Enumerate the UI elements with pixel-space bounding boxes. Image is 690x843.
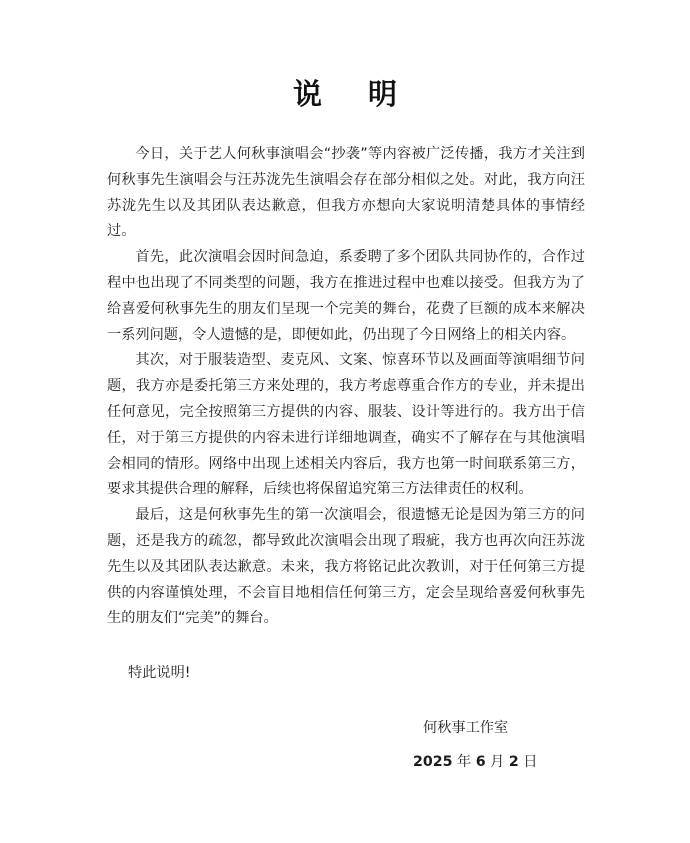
paragraph-first: 首先，此次演唱会因时间急迫，系委聘了多个团队共同协作的，合作过程中也出现了不同类型的问题，我方在推进过程中也难以接受。但我方为了给喜爱何秋事先生的朋友们呈现一个完美的舞台，花费了巨额的成本来解决一系列问题，令人遗憾的是，即便如此，仍出现了今日网络上的相关内容。 xyxy=(107,249,585,343)
paragraph-intro: 今日，关于艺人何秋事演唱会“抄袭”等内容被广泛传播，我方才关注到何秋事先生演唱会与汪苏泷先生演唱会存在部分相似之处。对此，我方向汪苏泷先生以及其团队表达歉意，但我方亦想向大家说明清楚具体的事情经过。 xyxy=(107,146,585,240)
statement-body xyxy=(107,142,585,632)
date-day-unit: 日 xyxy=(518,754,538,770)
statement-date xyxy=(413,751,537,771)
closing-remark: 特此说明! xyxy=(128,665,191,681)
signature-studio: 何秋事工作室 xyxy=(423,720,509,736)
page-title: 说 明 xyxy=(292,77,416,111)
date-month: 6 xyxy=(475,754,486,770)
paragraph-last: 最后，这是何秋事先生的第一次演唱会，很遗憾无论是因为第三方的问题，还是我方的疏忽，都导致此次演唱会出现了瑕疵，我方也再次向汪苏泷先生以及其团队表达歉意。未来，我方将铭记此次教训，对于任何第三方提供的内容谨慎处理，不会盲目地相信任何第三方，定会呈现给喜爱何秋事先生的朋友们“完美”的舞台。 xyxy=(107,507,585,627)
date-year-unit: 年 xyxy=(452,754,476,770)
date-year: 2025 xyxy=(413,754,453,770)
date-day: 2 xyxy=(508,754,519,770)
date-month-unit: 月 xyxy=(485,754,509,770)
paragraph-second: 其次，对于服装造型、麦克风、文案、惊喜环节以及画面等演唱细节问题，我方亦是委托第三方来处理的，我方考虑尊重合作方的专业，并未提出任何意见，完全按照第三方提供的内容、服装、设计等进行的。我方出于信任，对于第三方提供的内容未进行详细地调查，确实不了解存在与其他演唱会相同的情形。网络中出现上述相关内容后，我方也第一时间联系第三方，要求其提供合理的解释，后续也将保留追究第三方法律责任的权利。 xyxy=(107,352,585,498)
